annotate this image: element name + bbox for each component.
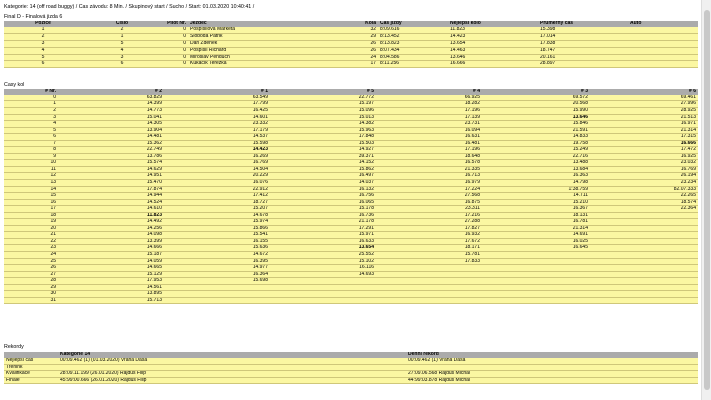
lap-cell: 30 xyxy=(4,291,58,298)
lap-cell: 14.152 xyxy=(270,160,376,167)
final-col-header: Prumerný cas xyxy=(538,21,628,27)
lap-cell: 7 xyxy=(4,140,58,147)
lap-cell: 17.291 xyxy=(270,225,376,232)
lap-cell: 24 xyxy=(4,252,58,259)
lap-cell: 23.032 xyxy=(590,160,698,167)
lap-col-header: # 3 xyxy=(482,89,590,95)
lap-cell: 66.925 xyxy=(376,95,482,101)
lap-cell: 21.513 xyxy=(590,114,698,121)
lap-cell: 22.265 xyxy=(590,193,698,200)
lap-cell: 22.364 xyxy=(590,206,698,213)
lap-cell: 15.102 xyxy=(270,258,376,265)
final-col-header: Pilot Nr. xyxy=(162,21,188,27)
lap-cell: 16.875 xyxy=(376,199,482,206)
lap-cell: 14.504 xyxy=(164,166,270,173)
lap-cell: 15.210 xyxy=(482,199,590,206)
lap-cell: 82.07.333 xyxy=(590,186,698,193)
final-cell: 15.398 xyxy=(538,27,628,33)
final-cell: 2 xyxy=(82,27,162,33)
lap-cell: 15.862 xyxy=(270,166,376,173)
final-cell xyxy=(628,54,698,61)
lap-col-header: # 2 xyxy=(58,89,164,95)
lap-cell: 14.561 xyxy=(58,284,164,291)
lap-cell: 14.666 xyxy=(58,245,164,252)
lap-cell: 15.041 xyxy=(58,114,164,121)
lap-cell: 17.953 xyxy=(58,278,164,285)
final-cell: 14.423 xyxy=(448,33,538,40)
record-cell: 28:09.11.199 (26.01.2020) Rajdus Filip xyxy=(58,371,256,378)
lap-cell: 16.666 xyxy=(590,140,698,147)
lap-cell: 25 xyxy=(4,258,58,265)
final-cell: 8:11.256 xyxy=(378,61,448,68)
lap-cell: 14.481 xyxy=(58,134,164,141)
lap-cell: 5 xyxy=(4,127,58,134)
lap-cell: 16.736 xyxy=(270,212,376,219)
lap-cell: 21.314 xyxy=(482,225,590,232)
final-cell: 5 xyxy=(82,40,162,47)
final-cell xyxy=(628,33,698,40)
final-cell: 0 xyxy=(162,40,188,47)
lap-cell: 17.179 xyxy=(164,127,270,134)
lap-cell: 19.758 xyxy=(482,140,590,147)
final-cell: 4 xyxy=(82,47,162,54)
lap-cell: 18.282 xyxy=(376,101,482,108)
laps-title: Casy kol xyxy=(4,82,25,88)
lap-cell: 13.654 xyxy=(270,245,376,252)
lap-cell: 14.256 xyxy=(58,225,164,232)
lap-cell: 27.568 xyxy=(376,193,482,200)
lap-cell: 21 xyxy=(4,232,58,239)
record-cell xyxy=(256,377,406,384)
final-cell: 0 xyxy=(162,47,188,54)
lap-cell: 15.362 xyxy=(58,140,164,147)
lap-cell: 15.598 xyxy=(164,140,270,147)
lap-cell: 14.037 xyxy=(270,180,376,187)
lap-cell: 14.537 xyxy=(164,134,270,141)
race-header: Kategorie: 14 (off road buggy) / Cas závodu: 8 Min. / Skupinový start / Sucho / Start: 01.03.2020 10:40:41 / xyxy=(4,4,255,10)
lap-cell: 23 xyxy=(4,245,58,252)
lap-cell: 16.065 xyxy=(270,199,376,206)
lap-cell: 11.823 xyxy=(58,212,164,219)
record-cell: Nejlepší cas xyxy=(4,358,58,364)
record-cell: 00:09.462 (1) Vrána Dáša xyxy=(406,358,698,364)
lap-cell: 14.098 xyxy=(58,232,164,239)
lap-cell: 17.672 xyxy=(376,238,482,245)
lap-cell: 16.633 xyxy=(270,238,376,245)
lap-cell: 14.691 xyxy=(482,232,590,239)
lap-cell: 6 xyxy=(4,134,58,141)
lap-col-header: # 4 xyxy=(376,89,482,95)
lap-cell: 16.497 xyxy=(270,173,376,180)
lap-cell: 13.895 xyxy=(58,291,164,298)
lap-cell: 16.481 xyxy=(376,140,482,147)
lap-cell: 18.131 xyxy=(482,212,590,219)
table-row xyxy=(4,54,698,61)
lap-cell: 14.951 xyxy=(58,173,164,180)
lap-cell: 16.979 xyxy=(376,180,482,187)
lap-cell: 2 xyxy=(4,108,58,115)
lap-cell: 1 xyxy=(4,101,58,108)
lap-cell: 17.874 xyxy=(58,186,164,193)
lap-cell: 21.591 xyxy=(482,127,590,134)
lap-times-table xyxy=(4,89,698,304)
final-cell: 0 xyxy=(162,61,188,68)
record-cell: Finále xyxy=(4,377,58,384)
final-cell: 11.823 xyxy=(448,27,538,33)
lap-cell xyxy=(164,297,270,304)
final-cell: 8:07.434 xyxy=(378,47,448,54)
lap-col-header: # 1 xyxy=(164,89,270,95)
lap-cell xyxy=(376,297,482,304)
final-cell: 8:13.823 xyxy=(378,40,448,47)
final-cell: 29 xyxy=(348,33,378,40)
lap-cell: 16.076 xyxy=(164,180,270,187)
lap-cell: 23.311 xyxy=(376,206,482,213)
lap-cell: 8 xyxy=(4,147,58,154)
lap-cell: 18.171 xyxy=(376,245,482,252)
final-cell: 13.646 xyxy=(448,54,538,61)
final-cell: 6 xyxy=(4,61,82,68)
lap-cell: 16.367 xyxy=(482,206,590,213)
lap-cell: 16.116 xyxy=(270,265,376,272)
lap-cell: 13.904 xyxy=(58,127,164,134)
table-row xyxy=(4,61,698,68)
lap-cell: 17.315 xyxy=(590,134,698,141)
final-cell: 3 xyxy=(4,40,82,47)
lap-cell: 15.636 xyxy=(164,245,270,252)
lap-cell: 14.524 xyxy=(58,199,164,206)
lap-cell xyxy=(270,297,376,304)
lap-cell: 22.912 xyxy=(164,186,270,193)
lap-cell: 0 xyxy=(4,95,58,101)
final-cell: 1 xyxy=(82,33,162,40)
lap-cell: 18 xyxy=(4,212,58,219)
lap-cell: 16.578 xyxy=(376,160,482,167)
lap-cell: 16.645 xyxy=(482,245,590,252)
lap-cell: 14.711 xyxy=(482,193,590,200)
final-cell: 14.463 xyxy=(448,47,538,54)
lap-cell: 16.363 xyxy=(482,173,590,180)
record-cell: 44:99:03.878 Rajdus Michal xyxy=(406,377,698,384)
final-cell: 20.161 xyxy=(538,54,628,61)
final-cell: 3 xyxy=(82,54,162,61)
lap-cell: 16.094 xyxy=(376,127,482,134)
lap-cell: 16.364 xyxy=(164,271,270,278)
lap-cell: 14.773 xyxy=(58,108,164,115)
lap-col-header: # 6 xyxy=(590,89,698,95)
lap-cell: 17.196 xyxy=(376,108,482,115)
lap-cell: 13 xyxy=(4,180,58,187)
lap-cell: 17.833 xyxy=(376,258,482,265)
lap-cell: 27.996 xyxy=(590,101,698,108)
record-cell: 00:09.462 (1) (01.03.2020) Vrána Dáša xyxy=(58,358,256,364)
lap-cell: 13.786 xyxy=(58,153,164,160)
lap-cell: 13.488 xyxy=(482,160,590,167)
lap-cell: 16.631 xyxy=(376,134,482,141)
lap-cell: 3 xyxy=(4,114,58,121)
lap-cell: 15.974 xyxy=(164,219,270,226)
table-row xyxy=(4,33,698,40)
vertical-scrollbar[interactable] xyxy=(701,0,711,400)
lap-cell: 1:38.759 xyxy=(482,186,590,193)
lap-cell: 23.234 xyxy=(590,180,698,187)
final-cell: 17.014 xyxy=(538,33,628,40)
final-cell: 2 xyxy=(4,33,82,40)
lap-cell: 63.829 xyxy=(58,95,164,101)
final-cell xyxy=(628,47,698,54)
lap-cell: 25.552 xyxy=(270,252,376,259)
final-cell: Pospíšilová Markéta xyxy=(188,27,348,33)
lap-cell: 14.927 xyxy=(270,147,376,154)
final-cell: 1 xyxy=(4,27,82,33)
final-cell xyxy=(628,61,698,68)
final-cell: 24 xyxy=(348,54,378,61)
final-cell: 0 xyxy=(162,54,188,61)
final-cell: Pospíšil Richard xyxy=(188,47,348,54)
final-cell: 4 xyxy=(4,47,82,54)
lap-cell: 15.249 xyxy=(482,147,590,154)
record-cell: 27:09.06.568 Rajdus Michal xyxy=(406,371,698,378)
lap-cell: 17.196 xyxy=(376,147,482,154)
lap-cell: 22.749 xyxy=(58,147,164,154)
lap-cell: 15.197 xyxy=(270,101,376,108)
lap-cell: 22.772 xyxy=(270,95,376,101)
lap-cell: 14.399 xyxy=(58,101,164,108)
lap-cell: 16.425 xyxy=(164,108,270,115)
table-row xyxy=(4,371,698,378)
lap-cell: 15.574 xyxy=(58,160,164,167)
lap-cell: 15.187 xyxy=(58,252,164,259)
lap-cell: 16 xyxy=(4,199,58,206)
final-results-table xyxy=(4,21,698,68)
table-row xyxy=(4,297,698,304)
lap-cell: 14.944 xyxy=(58,193,164,200)
lap-cell: 15.781 xyxy=(376,252,482,259)
table-row xyxy=(4,364,698,371)
lap-cell: 15.963 xyxy=(270,127,376,134)
record-col-header: Denni rekord xyxy=(406,352,698,358)
lap-cell: 15.129 xyxy=(58,271,164,278)
lap-cell: 21.178 xyxy=(270,219,376,226)
lap-cell: 21.314 xyxy=(590,127,698,134)
final-cell: 17.838 xyxy=(538,40,628,47)
lap-cell: 16.025 xyxy=(482,238,590,245)
lap-cell: 14.305 xyxy=(58,121,164,128)
lap-cell: 15.178 xyxy=(270,206,376,213)
lap-cell: 69.572 xyxy=(482,95,590,101)
lap-cell: 28 xyxy=(4,278,58,285)
final-cell: 16.666 xyxy=(448,61,538,68)
lap-cell: 16.769 xyxy=(590,166,698,173)
lap-cell: 17.216 xyxy=(376,212,482,219)
records-table xyxy=(4,352,698,384)
lap-cell: 27 xyxy=(4,271,58,278)
final-cell: 8:13.452 xyxy=(378,33,448,40)
lap-cell: 15.713 xyxy=(58,297,164,304)
lap-cell: 13.646 xyxy=(482,114,590,121)
lap-cell: 12 xyxy=(4,173,58,180)
lap-cell: 14.629 xyxy=(58,166,164,173)
lap-cell: 13.684 xyxy=(482,166,590,173)
lap-cell: 15.207 xyxy=(164,206,270,213)
lap-cell: 16.925 xyxy=(590,153,698,160)
scrollbar-thumb[interactable] xyxy=(704,10,710,390)
final-cell: 26 xyxy=(348,40,378,47)
table-row xyxy=(4,40,698,47)
lap-cell: 22.716 xyxy=(482,153,590,160)
lap-cell: 69.461 xyxy=(590,95,698,101)
lap-cell: 14.492 xyxy=(58,219,164,226)
record-cell xyxy=(256,371,406,378)
lap-cell: 26.194 xyxy=(590,173,698,180)
lap-cell: 17 xyxy=(4,206,58,213)
lap-cell: 20.568 xyxy=(482,101,590,108)
lap-cell: 14.059 xyxy=(58,258,164,265)
final-cell: 18.747 xyxy=(538,47,628,54)
final-col-header: Kola xyxy=(348,21,378,27)
lap-cell: 15.096 xyxy=(270,108,376,115)
final-col-header: Pozice xyxy=(4,21,82,27)
final-cell xyxy=(628,40,698,47)
lap-cell: 15.013 xyxy=(270,114,376,121)
lap-cell: 16.781 xyxy=(482,219,590,226)
final-cell: 6 xyxy=(82,61,162,68)
lap-cell: 14.672 xyxy=(164,252,270,259)
final-col-header: Cas jizdy xyxy=(378,21,448,27)
final-cell: 26 xyxy=(348,47,378,54)
lap-cell: 15.846 xyxy=(482,121,590,128)
lap-cell: 13.399 xyxy=(58,238,164,245)
record-cell xyxy=(58,364,256,371)
lap-cell: 16.971 xyxy=(590,121,698,128)
final-cell: 8:09.616 xyxy=(378,27,448,33)
lap-cell: 14.610 xyxy=(58,206,164,213)
lap-cell: 15.698 xyxy=(164,278,270,285)
lap-cell: 14.665 xyxy=(58,265,164,272)
final-cell: 28.897 xyxy=(538,61,628,68)
lap-cell: 16.269 xyxy=(164,153,270,160)
record-cell xyxy=(406,364,698,371)
lap-cell: 22 xyxy=(4,238,58,245)
lap-cell: 20 xyxy=(4,225,58,232)
final-cell: Sloboda Patrik xyxy=(188,33,348,40)
lap-cell: 16.395 xyxy=(164,258,270,265)
lap-cell: 28.925 xyxy=(590,108,698,115)
lap-cell: 17.848 xyxy=(270,134,376,141)
lap-cell: 11 xyxy=(4,166,58,173)
table-row xyxy=(4,47,698,54)
final-cell: Kukačík Terezka xyxy=(188,61,348,68)
lap-cell: 16.769 xyxy=(164,160,270,167)
lap-cell: 17.827 xyxy=(376,225,482,232)
lap-cell: 15.866 xyxy=(164,225,270,232)
final-col-header: Nejlepší kolo xyxy=(448,21,538,27)
final-cell: 5 xyxy=(4,54,82,61)
lap-cell: 15.971 xyxy=(270,232,376,239)
final-cell: 0 xyxy=(162,27,188,33)
final-cell: 8:04.586 xyxy=(378,54,448,61)
lap-cell: 21.335 xyxy=(376,166,482,173)
record-cell: Trénink xyxy=(4,364,58,371)
record-col-header: Kategorie 14 xyxy=(58,352,256,358)
record-cell: 45:99:00.666 (26.01.2020) Rajdus Filip xyxy=(58,377,256,384)
final-cell: 32 xyxy=(348,27,378,33)
lap-cell: 39.371 xyxy=(270,153,376,160)
lap-cell: 29 xyxy=(4,284,58,291)
lap-cell: 23.332 xyxy=(164,121,270,128)
lap-cell: 14.678 xyxy=(164,212,270,219)
lap-cell: 4 xyxy=(4,121,58,128)
lap-cell: 17.472 xyxy=(590,147,698,154)
record-cell: Kvalifikace xyxy=(4,371,58,378)
lap-cell: 16.932 xyxy=(376,232,482,239)
records-title: Rekordy xyxy=(4,344,24,350)
lap-cell: 14.423 xyxy=(164,147,270,154)
lap-cell: 63.549 xyxy=(164,95,270,101)
lap-cell: 16.756 xyxy=(270,193,376,200)
lap-cell: 15.503 xyxy=(270,140,376,147)
lap-cell: 17.799 xyxy=(164,101,270,108)
lap-cell: 18.727 xyxy=(164,199,270,206)
lap-cell: 14.693 xyxy=(270,271,376,278)
final-col-header: Jezdec xyxy=(188,21,348,27)
final-cell: 13.654 xyxy=(448,40,538,47)
lap-cell: 27.288 xyxy=(376,219,482,226)
lap-cell: 26 xyxy=(4,265,58,272)
final-cell: Dan Zdeněk xyxy=(188,40,348,47)
lap-cell: 20.229 xyxy=(164,173,270,180)
lap-cell: 19 xyxy=(4,219,58,226)
lap-cell: 16.132 xyxy=(270,186,376,193)
final-cell: 17 xyxy=(348,61,378,68)
lap-cell xyxy=(590,297,698,304)
lap-cell: 16.713 xyxy=(376,173,482,180)
lap-cell: 17.224 xyxy=(376,186,482,193)
lap-cell: 23.731 xyxy=(376,121,482,128)
lap-col-header: # 5 xyxy=(270,89,376,95)
lap-cell: 14.977 xyxy=(164,265,270,272)
lap-cell: 31 xyxy=(4,297,58,304)
lap-cell: 14.798 xyxy=(482,180,590,187)
final-title: Final D - Finalová jizda 6 xyxy=(4,14,63,20)
record-cell xyxy=(256,364,406,371)
lap-cell: 16.155 xyxy=(164,238,270,245)
lap-cell: 18.648 xyxy=(376,153,482,160)
lap-cell: 18.574 xyxy=(590,199,698,206)
lap-cell: 14.382 xyxy=(270,121,376,128)
lap-cell: 14 xyxy=(4,186,58,193)
lap-cell: 17.412 xyxy=(164,193,270,200)
lap-cell: 15.470 xyxy=(58,180,164,187)
lap-cell: 17.139 xyxy=(376,114,482,121)
final-col-header: Auto xyxy=(628,21,698,27)
lap-cell: 15.990 xyxy=(482,108,590,115)
lap-cell: 15.541 xyxy=(164,232,270,239)
final-cell: 0 xyxy=(162,33,188,40)
lap-cell: 9 xyxy=(4,153,58,160)
table-row xyxy=(4,377,698,384)
lap-cell: 14.833 xyxy=(482,134,590,141)
lap-cell: 10 xyxy=(4,160,58,167)
final-cell: Miroslav Penduch xyxy=(188,54,348,61)
lap-cell: 15 xyxy=(4,193,58,200)
final-col-header: Cislo xyxy=(82,21,162,27)
lap-cell: 14.601 xyxy=(164,114,270,121)
lap-col-header: # Nr. xyxy=(4,89,58,95)
lap-cell xyxy=(482,297,590,304)
